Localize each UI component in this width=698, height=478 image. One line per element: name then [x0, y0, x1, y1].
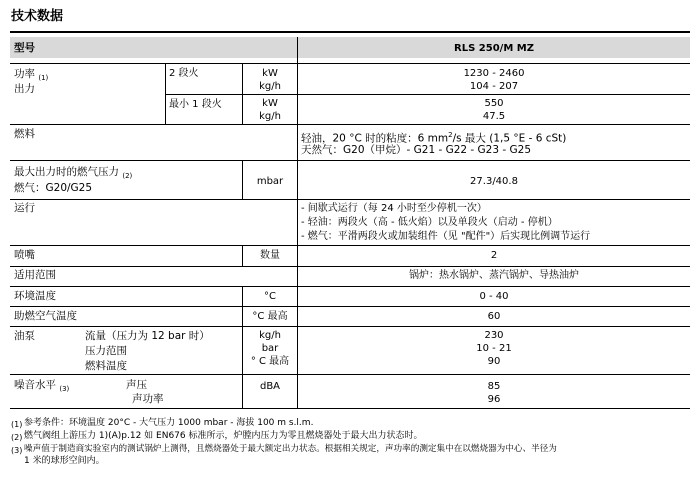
row-divider: [10, 199, 690, 200]
row-divider: [10, 408, 690, 409]
row-divider: [10, 124, 690, 125]
footnote-mark: (3): [11, 446, 23, 455]
operation-label: 运行: [14, 202, 35, 214]
noise-label: 噪音水平 $_{(3)}$: [14, 379, 70, 394]
page-title: 技术数据: [11, 9, 64, 24]
row-divider: [10, 160, 690, 161]
output-label: 出力: [14, 83, 35, 95]
fuel-oil-line: 轻油，20 °C 时的粘度：6 $mm^2/s$ 最大 (1,5 °E - 6 cSt): [301, 131, 567, 145]
pump-pressure-value: 10 - 21: [476, 343, 512, 354]
fuel-label: 燃料: [14, 128, 35, 140]
ambient-temp-value: 0 - 40: [479, 291, 509, 302]
row-divider: [10, 286, 690, 287]
pump-pressure-unit: bar: [261, 343, 279, 354]
gas-pressure-value: 27.3/40.8: [470, 176, 518, 187]
pump-flow-label: 流量（压力为 12 bar 时）: [85, 330, 210, 342]
operation-line: - 轻油：两段火（高 - 低火焰）以及单段火（启动 - 停机）: [301, 217, 558, 228]
operation-line: - 间歇式运行（每 24 小时至少停机一次）: [301, 203, 487, 214]
stage2-kgh-value: 104 - 207: [469, 81, 519, 92]
stage2-kw-value: 1230 - 2460: [463, 68, 525, 79]
pump-flow-unit: kg/h: [259, 330, 281, 341]
footnote-text: 燃气阀组上游压力 1)(A)p.12 如 EN676 标准所示，炉膛内压力为零且燃烧器处于最大出力状态时。: [24, 431, 423, 441]
footnote-mark: (2): [11, 433, 23, 442]
sound-power-label: 声功率: [132, 393, 164, 405]
gas-type-label: 燃气：G20/G25: [14, 182, 93, 194]
col-divider: [165, 63, 166, 124]
pump-fuel-temp-unit: ° C 最高: [250, 356, 290, 367]
ambient-temp-unit: °C: [264, 291, 276, 302]
air-temp-unit: °C 最高: [252, 311, 288, 322]
nozzles-label: 喷嘴: [14, 249, 35, 261]
col-divider: [297, 160, 298, 245]
min1-label: 最小 1 段火: [169, 99, 222, 110]
row-divider: [10, 326, 690, 327]
row-divider: [10, 306, 690, 307]
application-value: 锅炉：热水锅炉、蒸汽锅炉、导热油炉: [409, 270, 579, 281]
gas-pressure-label: 最大出力时的燃气压力 $_{(2)}$: [14, 166, 133, 181]
sound-pressure-label: 声压: [126, 379, 147, 391]
pump-fuel-temp-label: 燃料温度: [85, 360, 127, 372]
min1-kgh-value: 47.5: [482, 111, 506, 122]
footnote-text: 噪声值于制造商实验室内的测试锅炉上测得，且燃烧器处于最大额定出力状态。根据相关规定，声功率的测定集中在以燃烧器为中心、半径为: [24, 444, 557, 454]
row-divider: [10, 63, 690, 64]
unit-kw: kW: [262, 68, 278, 79]
footnote-mark: (1): [11, 420, 23, 429]
pump-label: 油泵: [14, 330, 35, 342]
min1-kw-value: 550: [484, 98, 504, 109]
unit-kw: kW: [262, 98, 278, 109]
pump-flow-value: 230: [484, 330, 504, 341]
air-temp-label: 助燃空气温度: [14, 310, 77, 322]
col-divider: [297, 37, 298, 63]
fuel-gas-line: 天然气：G20（甲烷）- G21 - G22 - G23 - G25: [301, 144, 532, 156]
nozzles-value: 2: [490, 250, 498, 261]
model-value: RLS 250/M MZ: [454, 43, 534, 54]
noise-unit: dBA: [259, 381, 281, 392]
operation-line: - 燃气：平滑两段火或加装组件（见 "配件"）后实现比例调节运行: [301, 231, 591, 242]
sound-pressure-value: 85: [487, 381, 501, 392]
application-label: 适用范围: [14, 269, 56, 281]
footnote-text-continued: 1 米的球形空间内。: [24, 456, 105, 466]
row-divider: [10, 374, 690, 375]
pump-pressure-label: 压力范围: [85, 345, 127, 357]
power-label: 功率 $_{(1)}$: [14, 68, 49, 83]
gas-pressure-unit: mbar: [256, 176, 284, 187]
nozzles-unit: 数量: [260, 250, 280, 261]
sound-power-value: 96: [487, 394, 501, 405]
pump-fuel-temp-value: 90: [487, 356, 501, 367]
unit-kgh: kg/h: [259, 81, 281, 92]
footnote-text: 参考条件：环境温度 20°C - 大气压力 1000 mbar - 海拔 100 m s.l.m.: [24, 418, 314, 428]
unit-kgh: kg/h: [259, 111, 281, 122]
stage2-label: 2 段火: [169, 68, 199, 79]
ambient-temp-label: 环境温度: [14, 290, 56, 302]
col-divider: [297, 124, 298, 160]
row-divider: [165, 94, 690, 95]
top-rule: [10, 31, 690, 33]
air-temp-value: 60: [487, 311, 501, 322]
row-divider: [10, 245, 690, 246]
model-label: 型号: [14, 42, 35, 54]
row-divider: [10, 266, 690, 267]
